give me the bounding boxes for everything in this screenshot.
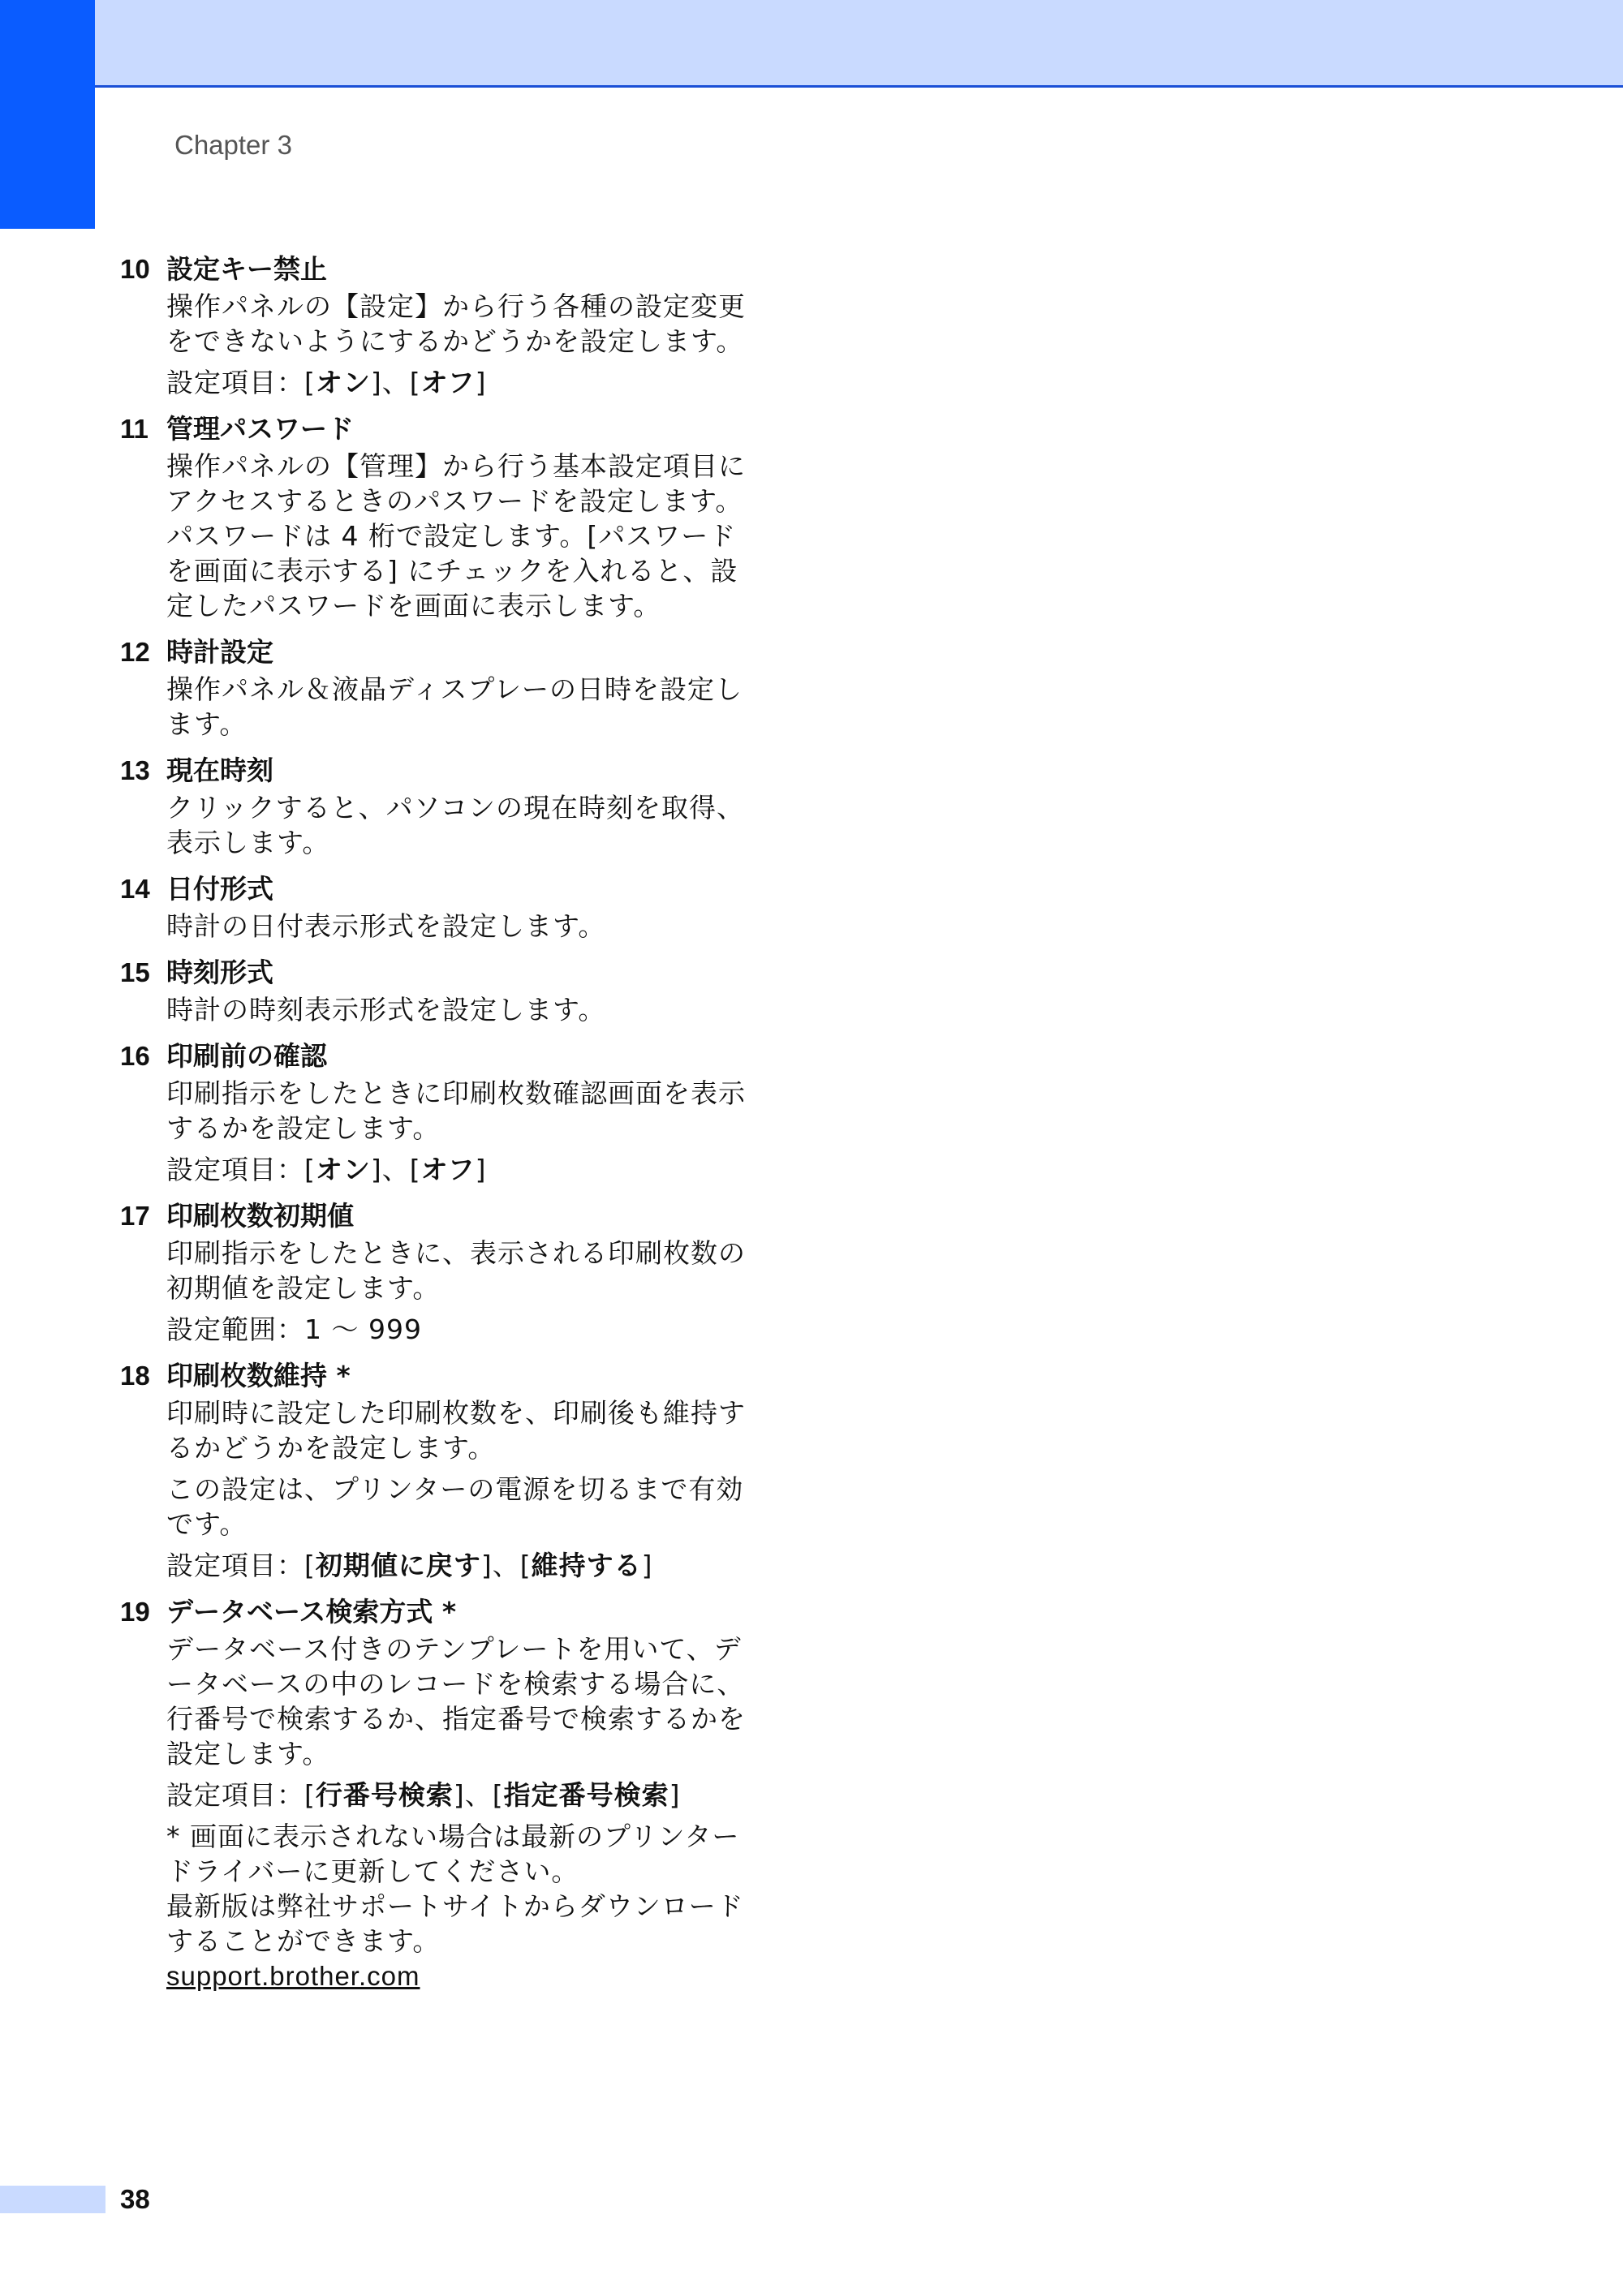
item-description: 印刷時に設定した印刷枚数を、印刷後も維持するかどうかを設定します。 (166, 1397, 746, 1464)
item-body (166, 992, 753, 1027)
item-title: 日付形式 (166, 873, 273, 905)
item-title: 設定キー禁止 (166, 253, 327, 285)
item-title: 印刷前の確認 (166, 1040, 327, 1072)
item-description: 印刷指示をしたときに、表示される印刷枚数の初期値を設定します。 (166, 1237, 746, 1304)
item-title: 現在時刻 (166, 755, 273, 786)
option-1: 初期値に戻す (315, 1550, 481, 1581)
download-note: 最新版は弊社サポートサイトからダウンロードすることができます。 (166, 1890, 744, 1957)
list-item (120, 953, 753, 1027)
setting-options (166, 365, 753, 400)
item-description: データベース付きのテンプレートを用いて、データベースの中のレコードを検索する場合に、行番号で検索するか、指定番号で検索するかを設定します。 (166, 1633, 746, 1769)
item-heading (120, 250, 753, 289)
item-heading (120, 1197, 753, 1236)
item-number: 16 (120, 1041, 150, 1071)
item-heading (120, 633, 753, 672)
item-heading (120, 410, 753, 449)
item-body (166, 672, 753, 742)
settings-list (120, 250, 753, 2003)
item-title: 印刷枚数維持 * (166, 1360, 351, 1391)
item-heading (120, 1357, 753, 1395)
option-1: 行番号検索 (315, 1779, 454, 1811)
item-description: クリックすると、パソコンの現在時刻を取得、表示します。 (166, 792, 745, 858)
list-item (120, 250, 753, 400)
setting-suffix: ] (641, 1550, 653, 1581)
list-item (120, 410, 753, 623)
item-note: この設定は、プリンターの電源を切るまで有効です。 (166, 1473, 744, 1540)
setting-options (166, 1548, 753, 1583)
option-2: オフ (420, 1154, 476, 1185)
setting-prefix: 設定項目：[ (166, 1550, 316, 1581)
item-heading (120, 1037, 753, 1076)
list-item (120, 1593, 753, 1993)
item-description: 時計の日付表示形式を設定します。 (166, 910, 606, 942)
page-number: 38 (120, 2184, 150, 2214)
item-number: 19 (120, 1597, 150, 1627)
item-heading (120, 870, 753, 909)
setting-suffix: ] (669, 1779, 681, 1811)
list-item (120, 870, 753, 944)
item-title: 印刷枚数初期値 (166, 1200, 354, 1232)
setting-prefix: 設定項目：[ (166, 1779, 316, 1811)
setting-separator: ]、[ (453, 1779, 504, 1811)
setting-separator: ]、[ (480, 1550, 532, 1581)
item-number: 11 (120, 414, 149, 444)
item-description: 印刷指示をしたときに印刷枚数確認画面を表示するかを設定します。 (166, 1077, 746, 1144)
setting-range: 設定範囲：1 〜 999 (166, 1314, 422, 1345)
setting-suffix: ] (475, 367, 487, 398)
item-description: 操作パネルの【管理】から行う基本設定項目にアクセスするときのパスワードを設定します。パスワードは 4 桁で設定します。[パスワードを画面に表示する] にチェックを入れると、設定したパスワードを画面に表示します。 (166, 450, 746, 621)
header-band (0, 0, 1623, 88)
item-heading (120, 1593, 753, 1632)
setting-prefix: 設定項目：[ (166, 1154, 316, 1185)
item-body (166, 790, 753, 860)
option-2: 維持する (531, 1550, 642, 1581)
item-description: 操作パネルの【設定】から行う各種の設定変更をできないようにするかどうかを設定します。 (166, 290, 746, 357)
item-body (166, 289, 753, 400)
item-heading (120, 751, 753, 790)
option-1: オン (315, 367, 371, 398)
page-number-bar (0, 2186, 105, 2213)
setting-options (166, 1152, 753, 1187)
option-1: オン (315, 1154, 371, 1185)
item-body (166, 449, 753, 623)
setting-separator: ]、[ (370, 1154, 421, 1185)
item-description: 操作パネル＆液晶ディスプレーの日時を設定します。 (166, 673, 743, 740)
item-body (166, 1395, 753, 1583)
item-title: 管理パスワード (166, 413, 354, 445)
list-item (120, 1037, 753, 1187)
item-number: 12 (120, 637, 150, 667)
setting-prefix: 設定項目：[ (166, 367, 316, 398)
list-item (120, 1357, 753, 1583)
item-title: 時刻形式 (166, 957, 273, 988)
item-number: 14 (120, 874, 150, 904)
list-item (120, 1197, 753, 1347)
support-link[interactable]: support.brother.com (166, 1961, 420, 1991)
item-number: 10 (120, 254, 150, 284)
item-title: 時計設定 (166, 636, 273, 668)
item-description: 時計の時刻表示形式を設定します。 (166, 994, 606, 1025)
item-number: 18 (120, 1361, 150, 1391)
item-body (166, 909, 753, 944)
item-body (166, 1236, 753, 1347)
setting-separator: ]、[ (370, 367, 421, 398)
list-item (120, 751, 753, 860)
setting-options (166, 1778, 753, 1812)
item-title: データベース検索方式 * (166, 1596, 457, 1627)
option-2: 指定番号検索 (503, 1779, 669, 1811)
driver-note: * 画面に表示されない場合は最新のプリンタードライバーに更新してください。 (166, 1821, 740, 1887)
item-number: 17 (120, 1201, 150, 1231)
item-body (166, 1632, 753, 1993)
chapter-side-tab (0, 0, 95, 229)
item-number: 13 (120, 755, 150, 785)
list-item (120, 633, 753, 742)
item-body (166, 1076, 753, 1187)
item-heading (120, 953, 753, 992)
option-2: オフ (420, 367, 476, 398)
chapter-label: Chapter 3 (174, 130, 292, 160)
item-number: 15 (120, 957, 150, 987)
setting-suffix: ] (475, 1154, 487, 1185)
